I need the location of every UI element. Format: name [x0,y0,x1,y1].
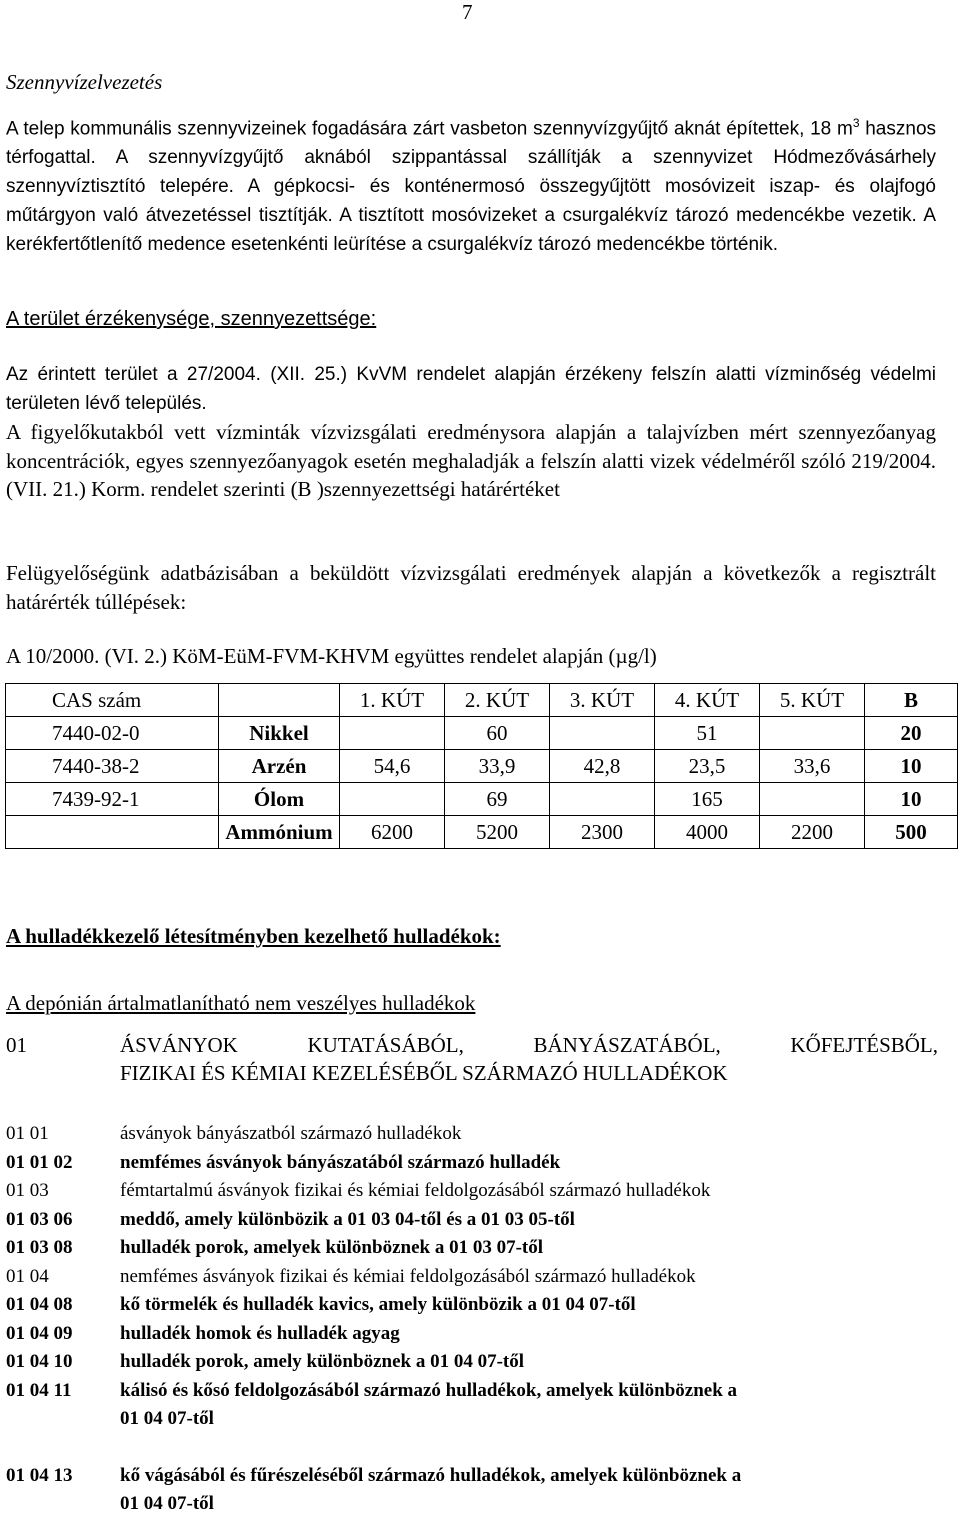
table-cell: 5200 [445,816,550,849]
paragraph-wastewater [6,109,936,259]
table-cell [760,717,865,750]
table-cell: Nikkel [219,717,340,750]
waste-code: 01 04 11 [6,1380,72,1401]
table-cell [760,783,865,816]
table-cell: Arzén [219,750,340,783]
waste-desc: nemfémes ásványok bányászatából származó hulladék [120,1152,561,1173]
paragraph-regulation: A 10/2000. (VI. 2.) KöM-EüM-FVM-KHVM együttes rendelet alapján (µg/l) [6,644,657,668]
waste-code: 01 01 [6,1123,49,1144]
waste-desc: meddő, amely különbözik a 01 03 04-től és a 01 03 05-től [120,1209,575,1230]
table-cell: 165 [655,783,760,816]
group-desc-line2: FIZIKAI ÉS KÉMIAI KEZELÉSÉBŐL SZÁRMAZÓ HULLADÉKOK [120,1061,728,1085]
table-cell: 54,6 [340,750,445,783]
section-title: Szennyvízelvezetés [6,70,163,94]
table-header-cell: 3. KÚT [550,684,655,717]
waste-code: 01 04 10 [6,1351,73,1372]
table-cell: 6200 [340,816,445,849]
table-cell: 42,8 [550,750,655,783]
table-header-cell: 2. KÚT [445,684,550,717]
table-cell: 500 [865,816,958,849]
waste-code: 01 03 06 [6,1209,73,1230]
waste-desc: hulladék porok, amely különböznek a 01 04 07-től [120,1351,525,1372]
paragraph-sensitivity: Az érintett terület a 27/2004. (XII. 25.) KvVM rendelet alapján érzékeny felszín alatti vízminőség védelmi területen lévő település. [6,364,936,414]
table-cell: 51 [655,717,760,750]
group-code: 01 [6,1033,27,1057]
waste-code: 01 04 [6,1266,49,1287]
waste-desc: kő törmelék és hulladék kavics, amely különbözik a 01 04 07-től [120,1294,636,1315]
waste-desc-cont: 01 04 07-től [120,1493,214,1514]
waste-code: 01 01 02 [6,1152,73,1173]
table-cell: 7440-02-0 [6,717,219,750]
table-cell: Ólom [219,783,340,816]
table-cell: 33,9 [445,750,550,783]
table-row [6,750,958,783]
table-cell: 2300 [550,816,655,849]
table-cell [340,717,445,750]
table-cell: 33,6 [760,750,865,783]
waste-code: 01 03 [6,1180,49,1201]
page-number: 7 [462,0,473,24]
group-desc-line1: ÁSVÁNYOK KUTATÁSÁBÓL, BÁNYÁSZATÁBÓL, KŐFEJTÉSBŐL, [120,1033,938,1057]
table-header-cell: CAS szám [6,684,219,717]
waste-desc: kő vágásából és fűrészeléséből származó hulladékok, amelyek különböznek a [120,1465,742,1486]
table-header-cell: B [865,684,958,717]
waste-code: 01 04 09 [6,1323,73,1344]
heading-waste: A hulladékkezelő létesítményben kezelhető hulladékok: [6,924,501,948]
waste-desc-cont: 01 04 07-től [120,1408,214,1429]
waste-desc: hulladék homok és hulladék agyag [120,1323,400,1344]
exceedance-table [5,683,958,849]
table-header-cell [219,684,340,717]
table-cell [340,783,445,816]
paragraph-database: Felügyelőségünk adatbázisában a beküldött vízvizsgálati eredmények alapján a következők a regisztrált határérték túllépések: [6,561,936,614]
table-header-cell: 5. KÚT [760,684,865,717]
heading-sensitivity: A terület érzékenysége, szennyezettsége: [6,308,377,330]
paragraph-wastewater-cont: hasznos térfogattal. A szennyvízgyűjtő aknából szippantással szállítják a szennyvizet Hódmezővásárhely szennyvíztisztító telepére. A gépkocsi- és konténermosó összegyűjtött mosóvizeit iszap- és olajfogó műtárgyon való átvezetéssel tisztítják. A tisztított mosóvizeket a csurgalékvíz tározó medencékbe vezetik. A kerékfertőtlenítő medence esetenkénti leürítése a csurgalékvíz tározó medencékbe történik. [6,118,937,256]
table-header-cell: 4. KÚT [655,684,760,717]
superscript: 3 [852,116,860,130]
table-row [6,783,958,816]
table-cell: 10 [865,750,958,783]
waste-desc: kálisó és kősó feldolgozásából származó hulladékok, amelyek különböznek a [120,1380,738,1401]
table-row [6,816,958,849]
table-header-row [6,684,958,717]
table-cell: 7440-38-2 [6,750,219,783]
table-cell: 23,5 [655,750,760,783]
table-cell: 7439-92-1 [6,783,219,816]
table-cell: 60 [445,717,550,750]
table-cell: 10 [865,783,958,816]
waste-desc: ásványok bányászatból származó hulladékok [120,1123,462,1144]
paragraph-wastewater-text: A telep kommunális szennyvizeinek fogadására zárt vasbeton szennyvízgyűjtő aknát építettek, 18 m [6,118,853,140]
table-cell: Ammónium [219,816,340,849]
table-cell: 69 [445,783,550,816]
table-row [6,717,958,750]
waste-code: 01 04 13 [6,1465,73,1486]
waste-desc: fémtartalmú ásványok fizikai és kémiai feldolgozásából származó hulladékok [120,1180,711,1201]
table-cell: 2200 [760,816,865,849]
table-cell [550,783,655,816]
table-cell: 20 [865,717,958,750]
waste-code-list [6,1120,946,1514]
table-cell [550,717,655,750]
table-header-cell: 1. KÚT [340,684,445,717]
paragraph-monitoring: A figyelőkutakból vett vízminták vízvizsgálati eredménysora alapján a talajvízben mért szennyezőanyag koncentrációk, egyes szennyezőanyagok esetén meghaladják a felszín alatti vizek védelméről szóló 219/2004. (VII. 21.) Korm. rendelet szerinti (B )szennyezettségi határértéket [6,420,936,501]
waste-code: 01 04 08 [6,1294,73,1315]
waste-desc: hulladék porok, amelyek különböznek a 01 03 07-től [120,1237,544,1258]
waste-code: 01 03 08 [6,1237,73,1258]
table-cell: 4000 [655,816,760,849]
waste-desc: nemfémes ásványok fizikai és kémiai feldolgozásából származó hulladékok [120,1266,696,1287]
table-cell [6,816,219,849]
heading-deponia: A depónián ártalmatlanítható nem veszélyes hulladékok [6,991,476,1015]
